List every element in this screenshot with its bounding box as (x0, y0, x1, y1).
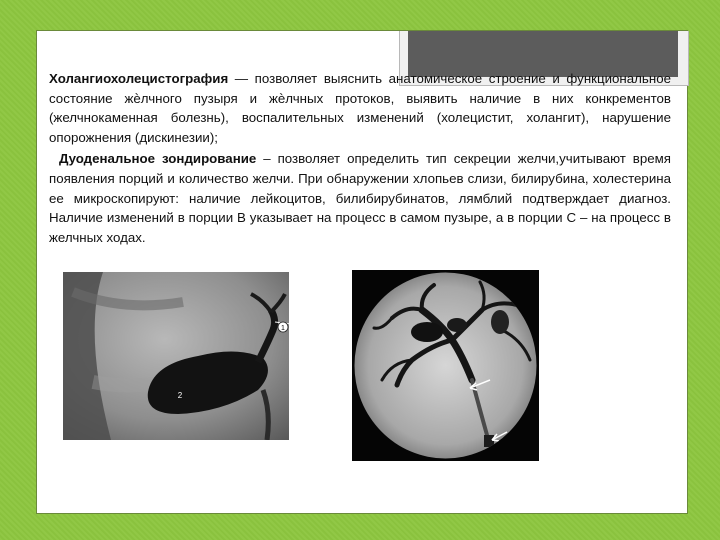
paragraph-cholangiography (49, 69, 671, 147)
xray-label-2: 2 (177, 391, 183, 400)
term-cholangiography: Холангиохолецистография (49, 71, 229, 86)
paragraph-cholangiography-text: — позволяет выяснить анатомическое строение и функциональное состояние жѐлчного пузыря и жѐлчных протоков, выявить наличие в них конкрементов (желчнокаменная болезнь), воспалительных изменений (холецистит, холангит), нарушение опорожнения (дискинезии); (49, 71, 671, 145)
xray-cholangiography-image (352, 270, 539, 461)
term-duodenal: Дуоденальное зондирование (59, 151, 257, 167)
paragraph-duodenal (49, 149, 671, 247)
xray-cholecystography-image (63, 272, 289, 440)
slide-text (49, 69, 671, 247)
paragraph-duodenal-text: – позволяет определить тип секреции желчи,учитывают время появления порций и количество желчи. При обнаружении хлопьев слизи, билирубина, холестерина ее микроскопируют: наличие лейкоцитов, билибирубинатов, лямблий подтверждает диагноз. Наличие изменений в порции В указывает на процесс в самом пузыре, а в порции С – на процесс в желчных ходах. (49, 151, 671, 245)
xray-label-1: 1 (281, 325, 285, 332)
